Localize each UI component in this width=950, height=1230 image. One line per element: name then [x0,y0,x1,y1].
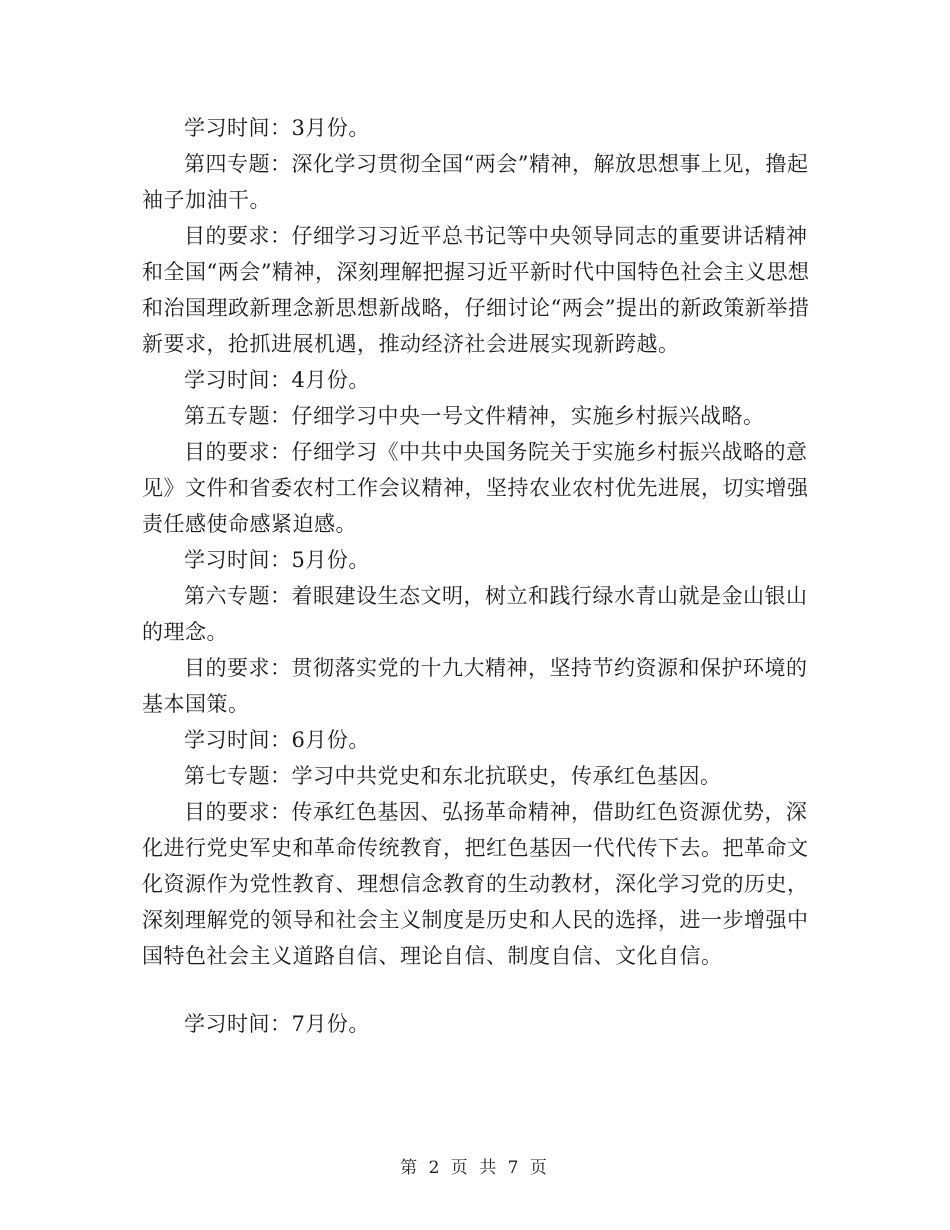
topic-four-requirements: 目的要求：仔细学习习近平总书记等中央领导同志的重要讲话精神和全国“两会”精神，深刻理解把握习近平新时代中国特色社会主义思想和治国理政新理念新思想新战略，仔细讨论“两会”提出的新政策新举措新要求，抢抓进展机遇，推动经济社会进展实现新跨越。 [142,224,810,356]
topic-seven-title: 第七专题：学习中共党史和东北抗联史，传承红色基因。 [184,764,722,788]
topic-four-title: 第四专题：深化学习贯彻全国“两会”精神，解放思想事上见，撸起袖子加油干。 [142,152,809,212]
study-time-july: 学习时间：7月份。 [184,1012,370,1036]
study-time-april: 学习时间：4月份。 [184,368,370,392]
topic-five-requirements: 目的要求：仔细学习《中共中央国务院关于实施乡村振兴战略的意见》文件和省委农村工作会议精神，坚持农业农村优先进展，切实增强责任感使命感紧迫感。 [142,440,809,536]
study-time-may: 学习时间：5月份。 [184,548,370,572]
page-number-footer: 第 2 页 共 7 页 [400,1158,550,1178]
topic-six-requirements: 目的要求：贯彻落实党的十九大精神，坚持节约资源和保护环境的基本国策。 [142,656,808,716]
study-time-june: 学习时间：6月份。 [184,728,370,752]
study-time-march: 学习时间：3月份。 [184,116,370,140]
topic-seven-requirements: 目的要求：传承红色基因、弘扬革命精神，借助红色资源优势，深化进行党史军史和革命传统教育，把红色基因一代代传下去。把革命文化资源作为党性教育、理想信念教育的生动教材，深化学习党的历史，深刻理解党的领导和社会主义制度是历史和人民的选择，进一步增强中国特色社会主义道路自信、理论自信、制度自信、文化自信。 [142,800,809,968]
topic-six-title: 第六专题：着眼建设生态文明，树立和践行绿水青山就是金山银山的理念。 [142,584,808,644]
document-body [142,110,810,1042]
topic-five-title: 第五专题：仔细学习中央一号文件精神，实施乡村振兴战略。 [184,404,765,428]
